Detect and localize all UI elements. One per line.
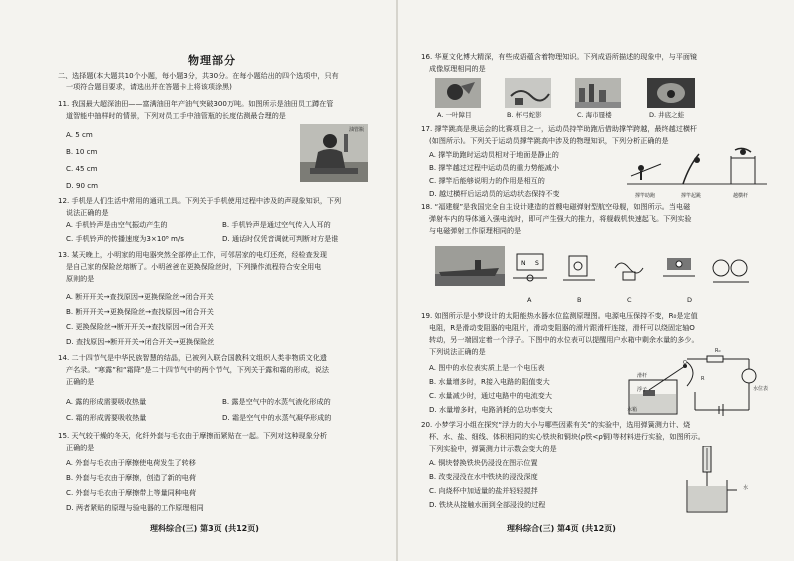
q17-figure-label-3: 越横杆 — [733, 193, 749, 199]
q18-option-a: A — [527, 296, 532, 304]
q13-option-d: D. 查找原因→断开开关→闭合开关→更换保险丝 — [66, 337, 215, 346]
q20-option-b: B. 改变浸没在水中铁块的浸没深度 — [429, 472, 538, 481]
q12-option-d: D. 通话时仅凭音调就可判断对方是谁 — [222, 234, 339, 243]
q14-line-3: 正确的是 — [66, 377, 95, 386]
q18-line-2: 弹射车内的导体通入强电流时，即可产生强大的推力，将舰载机快速起飞。下列实验 — [429, 214, 692, 223]
q19-label-tank: 水箱 — [627, 407, 638, 413]
q18-option-d-figure — [659, 248, 699, 288]
q14-option-a: A. 露的形成需要吸收热量 — [66, 397, 147, 406]
q18-line-3: 与电磁弹射工作原理相同的是 — [429, 226, 522, 235]
q20-line-1: 20. 小梦学习小组在探究“浮力的大小与哪些因素有关”的实验中，选用弹簧测力计、烧 — [421, 420, 691, 429]
q15-option-b: B. 外套与毛衣由于摩擦，创造了新的电荷 — [66, 473, 196, 482]
q19-label-rod: 滑杆 — [637, 373, 648, 379]
q19-label-o: O — [683, 360, 687, 366]
q17-option-c: C. 撑竿后能够说明力的作用是相互的 — [429, 176, 545, 185]
q16-option-d: D. 井底之蛙 — [649, 111, 685, 119]
q14-option-b: B. 露是空气中的水蒸气液化形成的 — [222, 397, 331, 406]
q15-option-a: A. 外套与毛衣由于摩擦使电荷发生了转移 — [66, 458, 196, 467]
q19-label-r0: R₀ — [715, 348, 721, 354]
q16-option-b: B. 杯弓蛇影 — [507, 111, 542, 119]
q20-option-a: A. 铜块替换铁块仍浸没在图示位置 — [429, 458, 538, 467]
q14-option-c: C. 霜的形成需要吸收热量 — [66, 413, 147, 422]
q16-line-1: 16. 华夏文化博大精深，有些成语蕴含着物理知识。下列成语所描述的现象中，与平面镜 — [421, 52, 698, 61]
q15-option-d: D. 两者紧贴的原理与验电器的工作原理相同 — [66, 503, 204, 512]
q19-option-d: D. 水量增多时，电路消耗的总功率变大 — [429, 405, 553, 414]
aircraft-carrier-figure — [435, 246, 505, 286]
q18-option-b-figure — [559, 248, 599, 288]
q13-option-c: C. 更换保险丝→断开开关→查找原因→闭合开关 — [66, 322, 214, 331]
q14-line-2: 产名录。“寒露”和“霜降”是二十四节气中的两个节气，下列关于露和霜的形成，说法 — [66, 365, 329, 374]
q19-option-c: C. 水量减少时，通过电路中的电流变大 — [429, 391, 552, 400]
q11-option-a: A. 5 cm — [66, 130, 93, 139]
q18-option-d: D — [687, 296, 693, 304]
q19-label-float: 浮子 — [637, 387, 648, 393]
q19-label-r: R — [701, 376, 705, 382]
q12-option-b: B. 手机铃声是通过空气传入人耳的 — [222, 220, 331, 229]
q13-line-3: 原则的是 — [66, 274, 95, 283]
q18-option-a-figure — [509, 248, 551, 288]
q17-option-b: B. 撑竿越过过程中运动员的重力势能减小 — [429, 163, 559, 172]
q17-figure-label-2: 撑竿起跳 — [681, 193, 702, 199]
q13-line-2: 是自己家的保险丝熔断了。小明爸爸在更换保险丝时，下列操作流程符合安全用电 — [66, 262, 322, 271]
section-instruction: 二、选择题(本大题共10个小题，每小题3分，共30分。在每小题给出的四个选项中，只有 — [58, 71, 339, 80]
q11-option-b: B. 10 cm — [66, 147, 98, 156]
q18-option-c: C — [627, 296, 632, 304]
q19-line-4: 下列说法正确的是 — [429, 347, 486, 356]
q16-option-a: A. 一叶障目 — [437, 111, 472, 119]
svg-text:N: N — [521, 260, 526, 267]
q19-option-a: A. 图中的水位表实质上是一个电压表 — [429, 363, 545, 372]
q17-option-d: D. 越过横杆后运动员的运动状态保持不变 — [429, 189, 560, 198]
q13-line-1: 13. 某天晚上，小明家的用电器突然全部停止工作，可邻居家的电灯还亮，经检查发现 — [58, 250, 327, 259]
water-level-circuit-figure — [625, 352, 773, 422]
q12-option-c: C. 手机铃声的传播速度为3×10⁸ m/s — [66, 234, 184, 243]
q20-option-d: D. 铁块从接触水面到全部浸没的过程 — [429, 500, 546, 509]
q15-option-c: C. 外套与毛衣由于摩擦带上等量同种电荷 — [66, 488, 197, 497]
water-label: 水 — [743, 485, 749, 491]
section-instruction-cont: 一项符合题目要求，请选出并在答题卡上将该项涂黑) — [66, 82, 232, 91]
q15-line-2: 正确的是 — [66, 443, 95, 452]
q20-option-c: C. 向烧杯中加适量的盐并轻轻搅拌 — [429, 486, 538, 495]
q13-option-a: A. 断开开关→查找原因→更换保险丝→闭合开关 — [66, 292, 214, 301]
page-3-footer: 理科综合(三) 第3页 (共12页) — [150, 524, 259, 533]
q12-line-1: 12. 手机是人们生活中常用的通讯工具。下列关于手机使用过程中涉及的声现象知识，下列 — [58, 196, 342, 205]
q15-line-1: 15. 天气较干燥的冬天，化纤外套与毛衣由于摩擦而紧贴在一起。下列对这种现象分析 — [58, 431, 327, 440]
q18-option-b: B — [577, 296, 582, 304]
q12-option-a: A. 手机铃声是由空气振动产生的 — [66, 220, 168, 229]
q11-line-2: 道智能中抽样时的情景，下列对员工手中油管瓶的长度估测最合理的是 — [66, 111, 286, 120]
q19-option-b: B. 水量增多时，R接入电路的阻值变大 — [429, 377, 550, 386]
q19-line-2: 电阻，R是滑动变阻器的电阻片，滑动变阻器的滑片跟滑杆连接，滑杆可以绕固定轴O — [429, 323, 695, 332]
q16-line-2: 成像原理相同的是 — [429, 64, 486, 73]
q18-line-1: 18. “福建舰”是我国完全自主设计建造的首艘电磁弹射型航空母舰，如图所示。当电磁 — [421, 202, 691, 211]
page-4-footer: 理科综合(三) 第4页 (共12页) — [507, 524, 616, 533]
q18-option-c-figure — [609, 248, 649, 288]
q16-option-c: C. 海市蜃楼 — [577, 111, 612, 119]
buoyancy-experiment-figure — [679, 446, 741, 516]
q19-label-meter: 水位表 — [753, 386, 769, 392]
q16-figure-b — [505, 78, 551, 108]
q16-figure-c — [575, 78, 621, 108]
q20-line-3: 下列实验中，弹簧测力计示数会变大的是 — [429, 444, 557, 453]
q11-option-d: D. 90 cm — [66, 181, 99, 190]
q19-line-1: 19. 如图所示是小梦设计的太阳能热水器水位监测原理图。电源电压保持不变，R₀是定值 — [421, 311, 698, 320]
q18-extra-figure — [709, 248, 753, 288]
q17-line-2: (如图所示)。下列关于运动员撑竿跳高中涉及的物理知识，下列分析正确的是 — [429, 136, 669, 145]
svg-text:S: S — [535, 260, 539, 267]
pole-vault-figure — [627, 146, 767, 190]
q11-line-1: 11. 我国最大超深油田——富满油田年产油气突破300万吨。如图所示是油田员工蹲在管 — [58, 99, 334, 108]
page-4 — [397, 0, 794, 561]
section-title: 物理部分 — [188, 54, 236, 67]
q14-line-1: 14. 二十四节气是中华民族智慧的结晶，已被列入联合国教科文组织人类非物质文化遗 — [58, 353, 327, 362]
q12-line-2: 说法正确的是 — [66, 208, 109, 217]
q14-option-d: D. 霜是空气中的水蒸气凝华形成的 — [222, 413, 332, 422]
q17-option-a: A. 撑竿助跑时运动员相对于地面是静止的 — [429, 150, 559, 159]
q16-figure-a — [435, 78, 481, 108]
q19-line-3: 转动，另一端固定着一个浮子。下图中的水位表可以提醒用户水箱中剩余水量的多少。 — [429, 335, 699, 344]
q16-figure-d — [647, 78, 695, 108]
q20-line-2: 杯、水、盐、细线、体积相同的实心铁块和铜块(ρ铁<ρ铜)等材料进行实验，如图所示。 — [429, 432, 705, 441]
q17-figure-label-1: 撑竿助跑 — [635, 193, 656, 199]
q11-option-c: C. 45 cm — [66, 164, 98, 173]
q17-line-1: 17. 撑竿跳高是奥运会的比赛项目之一，运动员持竿助跑后借助撑竿跨越，最终越过横杆 — [421, 124, 698, 133]
oil-bottle-label: 油管瓶 — [349, 127, 365, 133]
q13-option-b: B. 断开开关→更换保险丝→查找原因→闭合开关 — [66, 307, 214, 316]
